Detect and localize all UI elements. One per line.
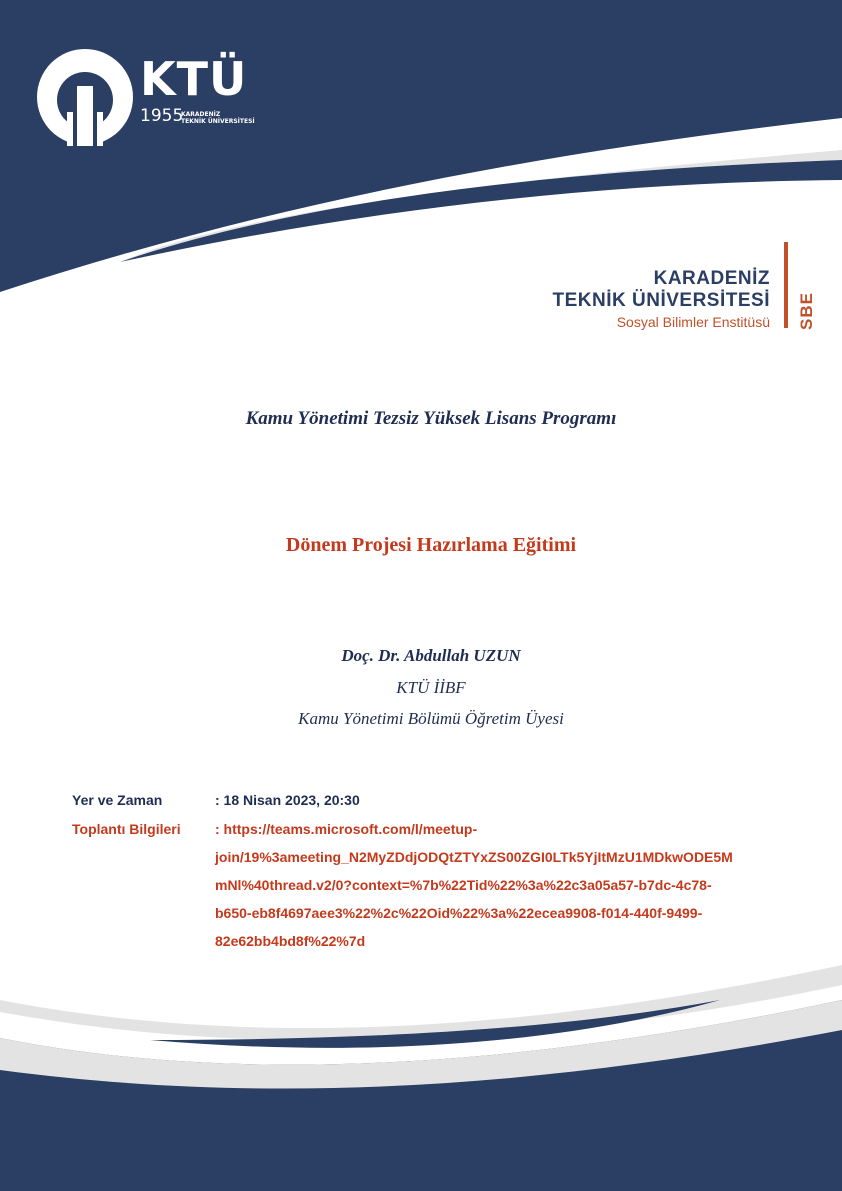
top-navy-band: [0, 0, 842, 292]
meeting-link-line[interactable]: b650-eb8f4697aee3%22%2c%22Oid%22%3a%22ecea9908-f014-440f-9499-: [215, 905, 703, 921]
meeting-link-line[interactable]: : https://teams.microsoft.com/l/meetup-: [215, 821, 478, 837]
meeting-link-line[interactable]: 82e62bb4bd8f%22%7d: [215, 933, 366, 949]
institute-abbreviation: SBE: [797, 292, 816, 330]
institute-logo: [553, 268, 770, 332]
institute-line3: Sosyal Bilimler Enstitüsü: [616, 314, 770, 330]
institute-line2: TEKNİK ÜNİVERSİTESİ: [552, 290, 770, 311]
place-time-label: Yer ve Zaman: [72, 792, 163, 808]
event-title: Dönem Projesi Hazırlama Eğitimi: [285, 534, 577, 556]
meeting-link[interactable]: [215, 815, 733, 955]
speaker-affiliation-2: Kamu Yönetimi Bölümü Öğretim Üyesi: [298, 709, 564, 728]
ktu-logo-text: KTÜ: [140, 52, 248, 106]
logo-subtitle-line1: KARADENİZ: [181, 111, 221, 118]
logo-subtitle-line2: TEKNİK ÜNİVERSİTESİ: [181, 118, 255, 125]
place-time-value: : 18 Nisan 2023, 20:30: [215, 792, 360, 808]
institute-line1: KARADENİZ: [653, 268, 770, 289]
meeting-label: Toplantı Bilgileri: [72, 821, 181, 837]
program-title: Kamu Yönetimi Tezsiz Yüksek Lisans Programı: [245, 408, 617, 429]
founded-year: 1955: [140, 106, 184, 126]
speaker-affiliation-1: KTÜ İİBF: [396, 678, 466, 697]
meeting-link-line[interactable]: join/19%3ameeting_N2MyZDdjODQtZTYxZS00ZGI0LTk5YjItMzU1MDkwODE5M: [215, 849, 733, 865]
meeting-link-line[interactable]: mNl%40thread.v2/0?context=%7b%22Tid%22%3a%22c3a05a57-b7dc-4c78-: [215, 877, 712, 893]
logo-subtitle: [181, 111, 255, 125]
institute-divider: [784, 242, 788, 328]
speaker-name: Doç. Dr. Abdullah UZUN: [341, 646, 521, 665]
